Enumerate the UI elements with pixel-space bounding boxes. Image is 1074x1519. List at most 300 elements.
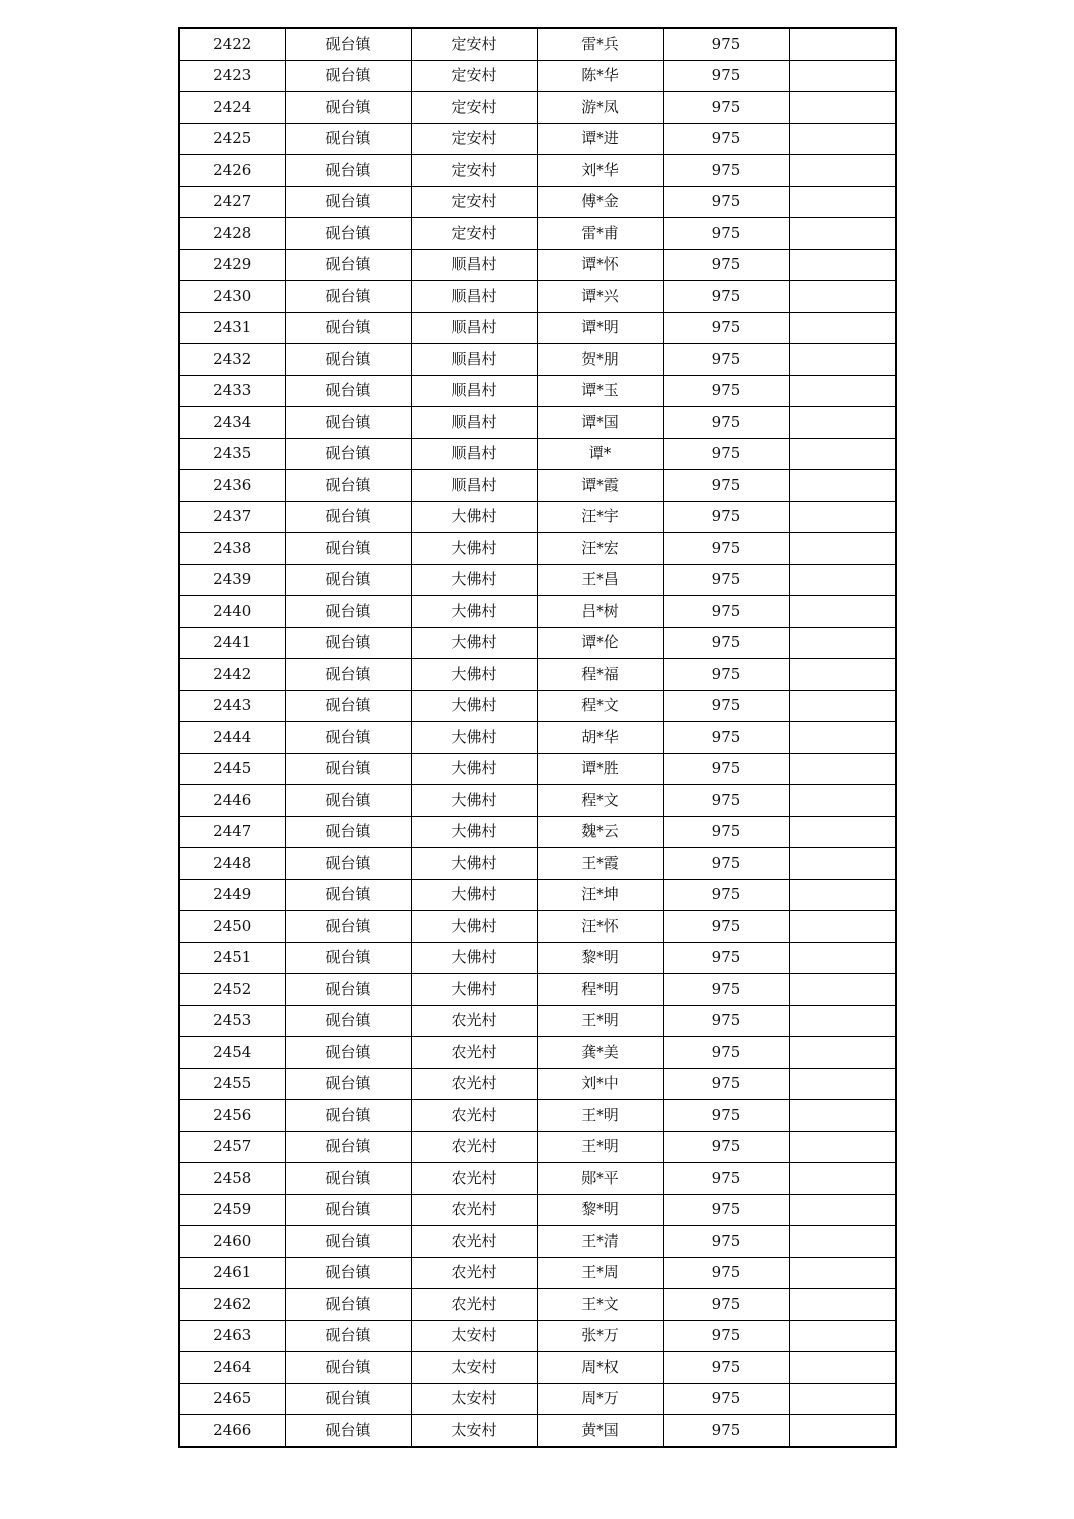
amount-cell: 975 (663, 249, 789, 281)
remark-cell (789, 1352, 896, 1384)
amount-cell: 975 (663, 375, 789, 407)
town-cell: 砚台镇 (285, 1226, 411, 1258)
serial-number-cell: 2460 (179, 1226, 285, 1258)
village-cell: 大佛村 (411, 753, 537, 785)
village-cell: 大佛村 (411, 785, 537, 817)
town-cell: 砚台镇 (285, 659, 411, 691)
town-cell: 砚台镇 (285, 1100, 411, 1132)
remark-cell (789, 407, 896, 439)
town-cell: 砚台镇 (285, 942, 411, 974)
name-cell: 王*明 (537, 1005, 663, 1037)
name-cell: 谭*怀 (537, 249, 663, 281)
serial-number-cell: 2434 (179, 407, 285, 439)
name-cell: 王*明 (537, 1100, 663, 1132)
village-cell: 农光村 (411, 1289, 537, 1321)
name-cell: 刘*华 (537, 155, 663, 187)
village-cell: 顺昌村 (411, 249, 537, 281)
table-row (179, 1005, 896, 1037)
remark-cell (789, 533, 896, 565)
table-row (179, 974, 896, 1006)
amount-cell: 975 (663, 627, 789, 659)
serial-number-cell: 2453 (179, 1005, 285, 1037)
name-cell: 张*万 (537, 1320, 663, 1352)
serial-number-cell: 2444 (179, 722, 285, 754)
village-cell: 定安村 (411, 218, 537, 250)
table-row (179, 155, 896, 187)
name-cell: 汪*坤 (537, 879, 663, 911)
remark-cell (789, 1037, 896, 1069)
town-cell: 砚台镇 (285, 1068, 411, 1100)
table-row (179, 407, 896, 439)
village-cell: 农光村 (411, 1131, 537, 1163)
village-cell: 大佛村 (411, 848, 537, 880)
amount-cell: 975 (663, 879, 789, 911)
town-cell: 砚台镇 (285, 344, 411, 376)
table-row (179, 60, 896, 92)
remark-cell (789, 312, 896, 344)
table-row (179, 627, 896, 659)
village-cell: 大佛村 (411, 659, 537, 691)
village-cell: 顺昌村 (411, 281, 537, 313)
name-cell: 谭*进 (537, 123, 663, 155)
town-cell: 砚台镇 (285, 911, 411, 943)
name-cell: 雷*兵 (537, 28, 663, 60)
serial-number-cell: 2439 (179, 564, 285, 596)
town-cell: 砚台镇 (285, 375, 411, 407)
remark-cell (789, 1289, 896, 1321)
table-row (179, 501, 896, 533)
remark-cell (789, 659, 896, 691)
remark-cell (789, 1163, 896, 1195)
table-row (179, 879, 896, 911)
remark-cell (789, 1415, 896, 1447)
name-cell: 王*清 (537, 1226, 663, 1258)
table-row (179, 344, 896, 376)
name-cell: 程*明 (537, 974, 663, 1006)
village-cell: 农光村 (411, 1100, 537, 1132)
village-cell: 太安村 (411, 1415, 537, 1447)
remark-cell (789, 974, 896, 1006)
amount-cell: 975 (663, 753, 789, 785)
name-cell: 王*周 (537, 1257, 663, 1289)
town-cell: 砚台镇 (285, 249, 411, 281)
table-row (179, 753, 896, 785)
name-cell: 黎*明 (537, 942, 663, 974)
serial-number-cell: 2426 (179, 155, 285, 187)
town-cell: 砚台镇 (285, 438, 411, 470)
village-cell: 农光村 (411, 1257, 537, 1289)
amount-cell: 975 (663, 1100, 789, 1132)
serial-number-cell: 2455 (179, 1068, 285, 1100)
serial-number-cell: 2442 (179, 659, 285, 691)
table-row (179, 1257, 896, 1289)
amount-cell: 975 (663, 1194, 789, 1226)
town-cell: 砚台镇 (285, 722, 411, 754)
name-cell: 汪*怀 (537, 911, 663, 943)
table-row (179, 92, 896, 124)
amount-cell: 975 (663, 1226, 789, 1258)
amount-cell: 975 (663, 690, 789, 722)
serial-number-cell: 2458 (179, 1163, 285, 1195)
village-cell: 大佛村 (411, 942, 537, 974)
town-cell: 砚台镇 (285, 785, 411, 817)
town-cell: 砚台镇 (285, 974, 411, 1006)
name-cell: 雷*甫 (537, 218, 663, 250)
amount-cell: 975 (663, 974, 789, 1006)
serial-number-cell: 2448 (179, 848, 285, 880)
serial-number-cell: 2428 (179, 218, 285, 250)
table-row (179, 1415, 896, 1447)
town-cell: 砚台镇 (285, 1415, 411, 1447)
serial-number-cell: 2461 (179, 1257, 285, 1289)
table-row (179, 438, 896, 470)
amount-cell: 975 (663, 1131, 789, 1163)
table-row (179, 848, 896, 880)
village-cell: 定安村 (411, 155, 537, 187)
name-cell: 周*万 (537, 1383, 663, 1415)
roster-table-body (179, 28, 896, 1447)
serial-number-cell: 2425 (179, 123, 285, 155)
table-row (179, 942, 896, 974)
table-row (179, 186, 896, 218)
remark-cell (789, 690, 896, 722)
village-cell: 顺昌村 (411, 312, 537, 344)
name-cell: 王*明 (537, 1131, 663, 1163)
amount-cell: 975 (663, 1068, 789, 1100)
amount-cell: 975 (663, 312, 789, 344)
remark-cell (789, 470, 896, 502)
remark-cell (789, 123, 896, 155)
remark-cell (789, 753, 896, 785)
village-cell: 农光村 (411, 1005, 537, 1037)
town-cell: 砚台镇 (285, 60, 411, 92)
table-row (179, 1194, 896, 1226)
remark-cell (789, 1194, 896, 1226)
name-cell: 程*福 (537, 659, 663, 691)
amount-cell: 975 (663, 186, 789, 218)
town-cell: 砚台镇 (285, 1257, 411, 1289)
remark-cell (789, 816, 896, 848)
remark-cell (789, 1383, 896, 1415)
remark-cell (789, 627, 896, 659)
amount-cell: 975 (663, 533, 789, 565)
remark-cell (789, 911, 896, 943)
remark-cell (789, 501, 896, 533)
village-cell: 农光村 (411, 1163, 537, 1195)
amount-cell: 975 (663, 659, 789, 691)
name-cell: 贺*朋 (537, 344, 663, 376)
name-cell: 刘*中 (537, 1068, 663, 1100)
serial-number-cell: 2447 (179, 816, 285, 848)
name-cell: 谭*霞 (537, 470, 663, 502)
amount-cell: 975 (663, 470, 789, 502)
village-cell: 定安村 (411, 123, 537, 155)
town-cell: 砚台镇 (285, 312, 411, 344)
name-cell: 程*文 (537, 785, 663, 817)
town-cell: 砚台镇 (285, 281, 411, 313)
amount-cell: 975 (663, 564, 789, 596)
amount-cell: 975 (663, 155, 789, 187)
serial-number-cell: 2423 (179, 60, 285, 92)
table-row (179, 1131, 896, 1163)
remark-cell (789, 1068, 896, 1100)
serial-number-cell: 2459 (179, 1194, 285, 1226)
remark-cell (789, 879, 896, 911)
serial-number-cell: 2457 (179, 1131, 285, 1163)
amount-cell: 975 (663, 1037, 789, 1069)
amount-cell: 975 (663, 848, 789, 880)
remark-cell (789, 942, 896, 974)
village-cell: 农光村 (411, 1068, 537, 1100)
serial-number-cell: 2464 (179, 1352, 285, 1384)
amount-cell: 975 (663, 501, 789, 533)
remark-cell (789, 1226, 896, 1258)
name-cell: 陈*华 (537, 60, 663, 92)
town-cell: 砚台镇 (285, 1352, 411, 1384)
name-cell: 魏*云 (537, 816, 663, 848)
village-cell: 太安村 (411, 1383, 537, 1415)
serial-number-cell: 2427 (179, 186, 285, 218)
name-cell: 王*霞 (537, 848, 663, 880)
table-row (179, 533, 896, 565)
amount-cell: 975 (663, 1257, 789, 1289)
table-row (179, 911, 896, 943)
amount-cell: 975 (663, 1352, 789, 1384)
village-cell: 顺昌村 (411, 438, 537, 470)
table-row (179, 785, 896, 817)
serial-number-cell: 2424 (179, 92, 285, 124)
amount-cell: 975 (663, 92, 789, 124)
town-cell: 砚台镇 (285, 596, 411, 628)
town-cell: 砚台镇 (285, 92, 411, 124)
amount-cell: 975 (663, 123, 789, 155)
table-row (179, 249, 896, 281)
town-cell: 砚台镇 (285, 186, 411, 218)
table-row (179, 1037, 896, 1069)
town-cell: 砚台镇 (285, 1320, 411, 1352)
name-cell: 程*文 (537, 690, 663, 722)
amount-cell: 975 (663, 407, 789, 439)
name-cell: 王*文 (537, 1289, 663, 1321)
amount-cell: 975 (663, 438, 789, 470)
table-row (179, 659, 896, 691)
serial-number-cell: 2430 (179, 281, 285, 313)
table-row (179, 1383, 896, 1415)
serial-number-cell: 2445 (179, 753, 285, 785)
remark-cell (789, 848, 896, 880)
name-cell: 汪*宇 (537, 501, 663, 533)
amount-cell: 975 (663, 1289, 789, 1321)
village-cell: 大佛村 (411, 564, 537, 596)
town-cell: 砚台镇 (285, 155, 411, 187)
table-row (179, 123, 896, 155)
village-cell: 大佛村 (411, 533, 537, 565)
remark-cell (789, 1257, 896, 1289)
serial-number-cell: 2429 (179, 249, 285, 281)
serial-number-cell: 2435 (179, 438, 285, 470)
remark-cell (789, 1131, 896, 1163)
amount-cell: 975 (663, 596, 789, 628)
serial-number-cell: 2446 (179, 785, 285, 817)
remark-cell (789, 564, 896, 596)
remark-cell (789, 155, 896, 187)
name-cell: 游*凤 (537, 92, 663, 124)
serial-number-cell: 2437 (179, 501, 285, 533)
town-cell: 砚台镇 (285, 1383, 411, 1415)
town-cell: 砚台镇 (285, 627, 411, 659)
name-cell: 周*权 (537, 1352, 663, 1384)
town-cell: 砚台镇 (285, 848, 411, 880)
remark-cell (789, 28, 896, 60)
name-cell: 谭*明 (537, 312, 663, 344)
serial-number-cell: 2456 (179, 1100, 285, 1132)
table-row (179, 816, 896, 848)
serial-number-cell: 2433 (179, 375, 285, 407)
serial-number-cell: 2432 (179, 344, 285, 376)
town-cell: 砚台镇 (285, 1289, 411, 1321)
amount-cell: 975 (663, 1005, 789, 1037)
amount-cell: 975 (663, 785, 789, 817)
table-row (179, 218, 896, 250)
town-cell: 砚台镇 (285, 470, 411, 502)
remark-cell (789, 722, 896, 754)
amount-cell: 975 (663, 1163, 789, 1195)
village-cell: 顺昌村 (411, 470, 537, 502)
amount-cell: 975 (663, 344, 789, 376)
village-cell: 大佛村 (411, 816, 537, 848)
name-cell: 胡*华 (537, 722, 663, 754)
remark-cell (789, 375, 896, 407)
amount-cell: 975 (663, 1415, 789, 1447)
serial-number-cell: 2436 (179, 470, 285, 502)
town-cell: 砚台镇 (285, 1037, 411, 1069)
remark-cell (789, 281, 896, 313)
village-cell: 大佛村 (411, 974, 537, 1006)
amount-cell: 975 (663, 722, 789, 754)
remark-cell (789, 60, 896, 92)
table-row (179, 375, 896, 407)
town-cell: 砚台镇 (285, 407, 411, 439)
name-cell: 谭*兴 (537, 281, 663, 313)
remark-cell (789, 438, 896, 470)
town-cell: 砚台镇 (285, 879, 411, 911)
serial-number-cell: 2454 (179, 1037, 285, 1069)
amount-cell: 975 (663, 911, 789, 943)
town-cell: 砚台镇 (285, 533, 411, 565)
village-cell: 定安村 (411, 60, 537, 92)
amount-cell: 975 (663, 60, 789, 92)
amount-cell: 975 (663, 281, 789, 313)
village-cell: 大佛村 (411, 722, 537, 754)
town-cell: 砚台镇 (285, 501, 411, 533)
table-row (179, 596, 896, 628)
village-cell: 顺昌村 (411, 375, 537, 407)
town-cell: 砚台镇 (285, 1131, 411, 1163)
table-row (179, 690, 896, 722)
table-row (179, 564, 896, 596)
remark-cell (789, 186, 896, 218)
remark-cell (789, 1100, 896, 1132)
table-row (179, 470, 896, 502)
serial-number-cell: 2451 (179, 942, 285, 974)
village-cell: 顺昌村 (411, 407, 537, 439)
serial-number-cell: 2440 (179, 596, 285, 628)
village-cell: 顺昌村 (411, 344, 537, 376)
name-cell: 谭* (537, 438, 663, 470)
town-cell: 砚台镇 (285, 1005, 411, 1037)
remark-cell (789, 218, 896, 250)
serial-number-cell: 2422 (179, 28, 285, 60)
village-cell: 太安村 (411, 1352, 537, 1384)
amount-cell: 975 (663, 1320, 789, 1352)
remark-cell (789, 92, 896, 124)
town-cell: 砚台镇 (285, 123, 411, 155)
remark-cell (789, 785, 896, 817)
remark-cell (789, 1320, 896, 1352)
name-cell: 谭*胜 (537, 753, 663, 785)
village-cell: 大佛村 (411, 501, 537, 533)
name-cell: 谭*玉 (537, 375, 663, 407)
town-cell: 砚台镇 (285, 218, 411, 250)
table-row (179, 1320, 896, 1352)
serial-number-cell: 2463 (179, 1320, 285, 1352)
serial-number-cell: 2449 (179, 879, 285, 911)
name-cell: 郧*平 (537, 1163, 663, 1195)
serial-number-cell: 2438 (179, 533, 285, 565)
remark-cell (789, 249, 896, 281)
town-cell: 砚台镇 (285, 690, 411, 722)
remark-cell (789, 1005, 896, 1037)
table-row (179, 1226, 896, 1258)
name-cell: 傅*金 (537, 186, 663, 218)
serial-number-cell: 2462 (179, 1289, 285, 1321)
remark-cell (789, 344, 896, 376)
amount-cell: 975 (663, 28, 789, 60)
amount-cell: 975 (663, 942, 789, 974)
name-cell: 黄*国 (537, 1415, 663, 1447)
name-cell: 谭*国 (537, 407, 663, 439)
serial-number-cell: 2452 (179, 974, 285, 1006)
village-cell: 定安村 (411, 28, 537, 60)
village-cell: 农光村 (411, 1226, 537, 1258)
village-cell: 农光村 (411, 1194, 537, 1226)
table-row (179, 1163, 896, 1195)
table-row (179, 28, 896, 60)
name-cell: 汪*宏 (537, 533, 663, 565)
name-cell: 王*昌 (537, 564, 663, 596)
table-row (179, 1352, 896, 1384)
village-cell: 大佛村 (411, 911, 537, 943)
name-cell: 谭*伦 (537, 627, 663, 659)
table-row (179, 1068, 896, 1100)
table-row (179, 1100, 896, 1132)
serial-number-cell: 2441 (179, 627, 285, 659)
name-cell: 黎*明 (537, 1194, 663, 1226)
serial-number-cell: 2465 (179, 1383, 285, 1415)
serial-number-cell: 2466 (179, 1415, 285, 1447)
table-row (179, 281, 896, 313)
town-cell: 砚台镇 (285, 1163, 411, 1195)
table-row (179, 722, 896, 754)
serial-number-cell: 2450 (179, 911, 285, 943)
town-cell: 砚台镇 (285, 564, 411, 596)
roster-table (178, 27, 897, 1448)
village-cell: 定安村 (411, 186, 537, 218)
name-cell: 吕*树 (537, 596, 663, 628)
town-cell: 砚台镇 (285, 816, 411, 848)
town-cell: 砚台镇 (285, 1194, 411, 1226)
remark-cell (789, 596, 896, 628)
